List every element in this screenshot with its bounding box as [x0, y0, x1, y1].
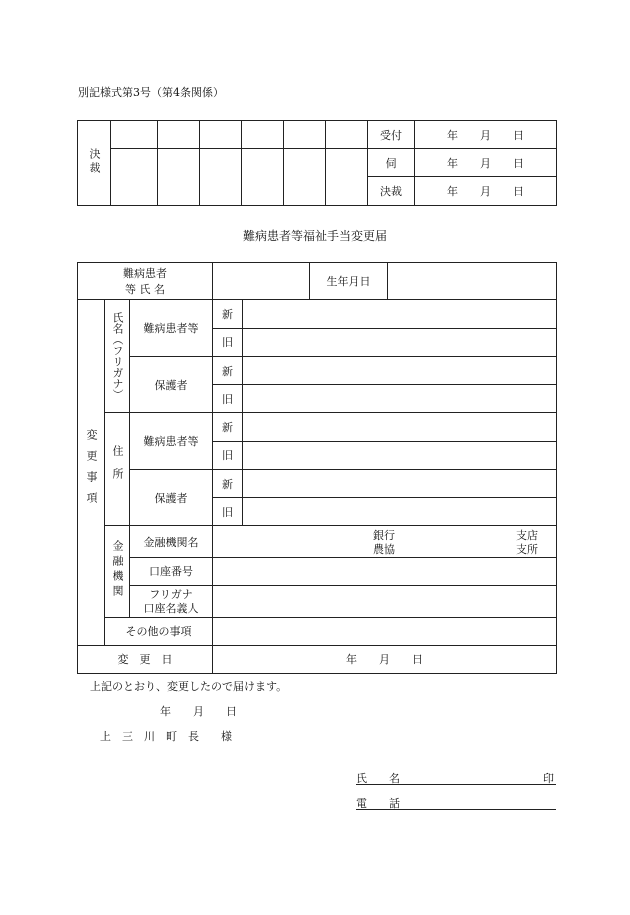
other-items-field[interactable]: [213, 618, 557, 645]
form-reference: 別記様式第3号（第4条関係）: [78, 86, 224, 99]
kessai-label: 決裁: [368, 177, 415, 206]
page-title: 難病患者等福祉手当変更届: [242, 229, 387, 243]
bank-type-nokyo: 農協: [373, 542, 395, 556]
financial-institution-label: 金融機関: [105, 526, 130, 618]
account-holder-field[interactable]: [213, 586, 557, 618]
signature-name-label: 氏 名: [356, 772, 400, 785]
signature-name-line[interactable]: [356, 784, 556, 785]
ukagai-date[interactable]: 年 月 日: [415, 149, 557, 177]
stamp-box[interactable]: [111, 149, 158, 206]
new-label: 新: [213, 469, 243, 497]
ukagai-label: 伺: [368, 149, 415, 177]
phone-label: 電 話: [356, 797, 400, 810]
birth-date-label: 生年月日: [310, 263, 388, 300]
name-guardian-label: 保護者: [130, 356, 213, 413]
submission-date[interactable]: 年 月 日: [160, 705, 237, 718]
bank-type-ginko: 銀行: [373, 528, 395, 542]
patient-name-label: 難病患者 等 氏 名: [78, 263, 213, 300]
new-label: 新: [213, 356, 243, 384]
kessai-date[interactable]: 年 月 日: [415, 177, 557, 206]
account-number-field[interactable]: [213, 557, 557, 585]
patient-name-field[interactable]: [213, 263, 310, 300]
old-label: 旧: [213, 328, 243, 356]
change-date-label: 変 更 日: [78, 645, 213, 673]
old-label: 旧: [213, 441, 243, 469]
stamp-box[interactable]: [242, 149, 284, 206]
branch-type-shisho: 支所: [516, 542, 538, 556]
birth-date-field[interactable]: [388, 263, 557, 300]
kessai-stamp-label: 決裁: [78, 121, 111, 206]
stamp-box[interactable]: [200, 121, 242, 149]
approval-table: [77, 120, 557, 206]
stamp-box[interactable]: [158, 149, 200, 206]
stamp-box[interactable]: [200, 149, 242, 206]
uketsuke-label: 受付: [368, 121, 415, 149]
address-guardian-label: 保護者: [130, 469, 213, 526]
stamp-box[interactable]: [242, 121, 284, 149]
address-patient-old-field[interactable]: [243, 441, 557, 469]
address-patient-label: 難病患者等: [130, 413, 213, 470]
other-items-label: その他の事項: [105, 618, 213, 645]
new-label: 新: [213, 413, 243, 441]
change-items-label: 変更事項: [78, 300, 105, 645]
uketsuke-date[interactable]: 年 月 日: [415, 121, 557, 149]
old-label: 旧: [213, 498, 243, 526]
address-patient-new-field[interactable]: [243, 413, 557, 441]
address-label: 住所: [105, 413, 130, 526]
name-guardian-new-field[interactable]: [243, 356, 557, 384]
stamp-box[interactable]: [284, 121, 326, 149]
account-holder-label: フリガナ 口座名義人: [130, 586, 213, 618]
branch-type-shiten: 支店: [516, 528, 538, 542]
stamp-box[interactable]: [326, 121, 368, 149]
stamp-box[interactable]: [111, 121, 158, 149]
name-guardian-old-field[interactable]: [243, 385, 557, 413]
declaration-text: 上記のとおり、変更したので届けます。: [90, 680, 288, 693]
seal-mark: 印: [543, 772, 554, 785]
address-guardian-new-field[interactable]: [243, 469, 557, 497]
change-date-field[interactable]: 年 月 日: [213, 645, 557, 673]
stamp-box[interactable]: [158, 121, 200, 149]
name-furigana-label: 氏名（フリガナ）: [105, 300, 130, 413]
name-patient-label: 難病患者等: [130, 300, 213, 357]
addressee: 上 三 川 町 長 様: [100, 730, 232, 743]
name-patient-new-field[interactable]: [243, 300, 557, 328]
stamp-box[interactable]: [284, 149, 326, 206]
account-number-label: 口座番号: [130, 557, 213, 585]
bank-name-field[interactable]: [213, 526, 557, 557]
new-label: 新: [213, 300, 243, 328]
address-guardian-old-field[interactable]: [243, 498, 557, 526]
bank-name-label: 金融機関名: [130, 526, 213, 557]
change-form-table: [77, 262, 557, 674]
stamp-box[interactable]: [326, 149, 368, 206]
phone-line[interactable]: [356, 809, 556, 810]
name-patient-old-field[interactable]: [243, 328, 557, 356]
old-label: 旧: [213, 385, 243, 413]
